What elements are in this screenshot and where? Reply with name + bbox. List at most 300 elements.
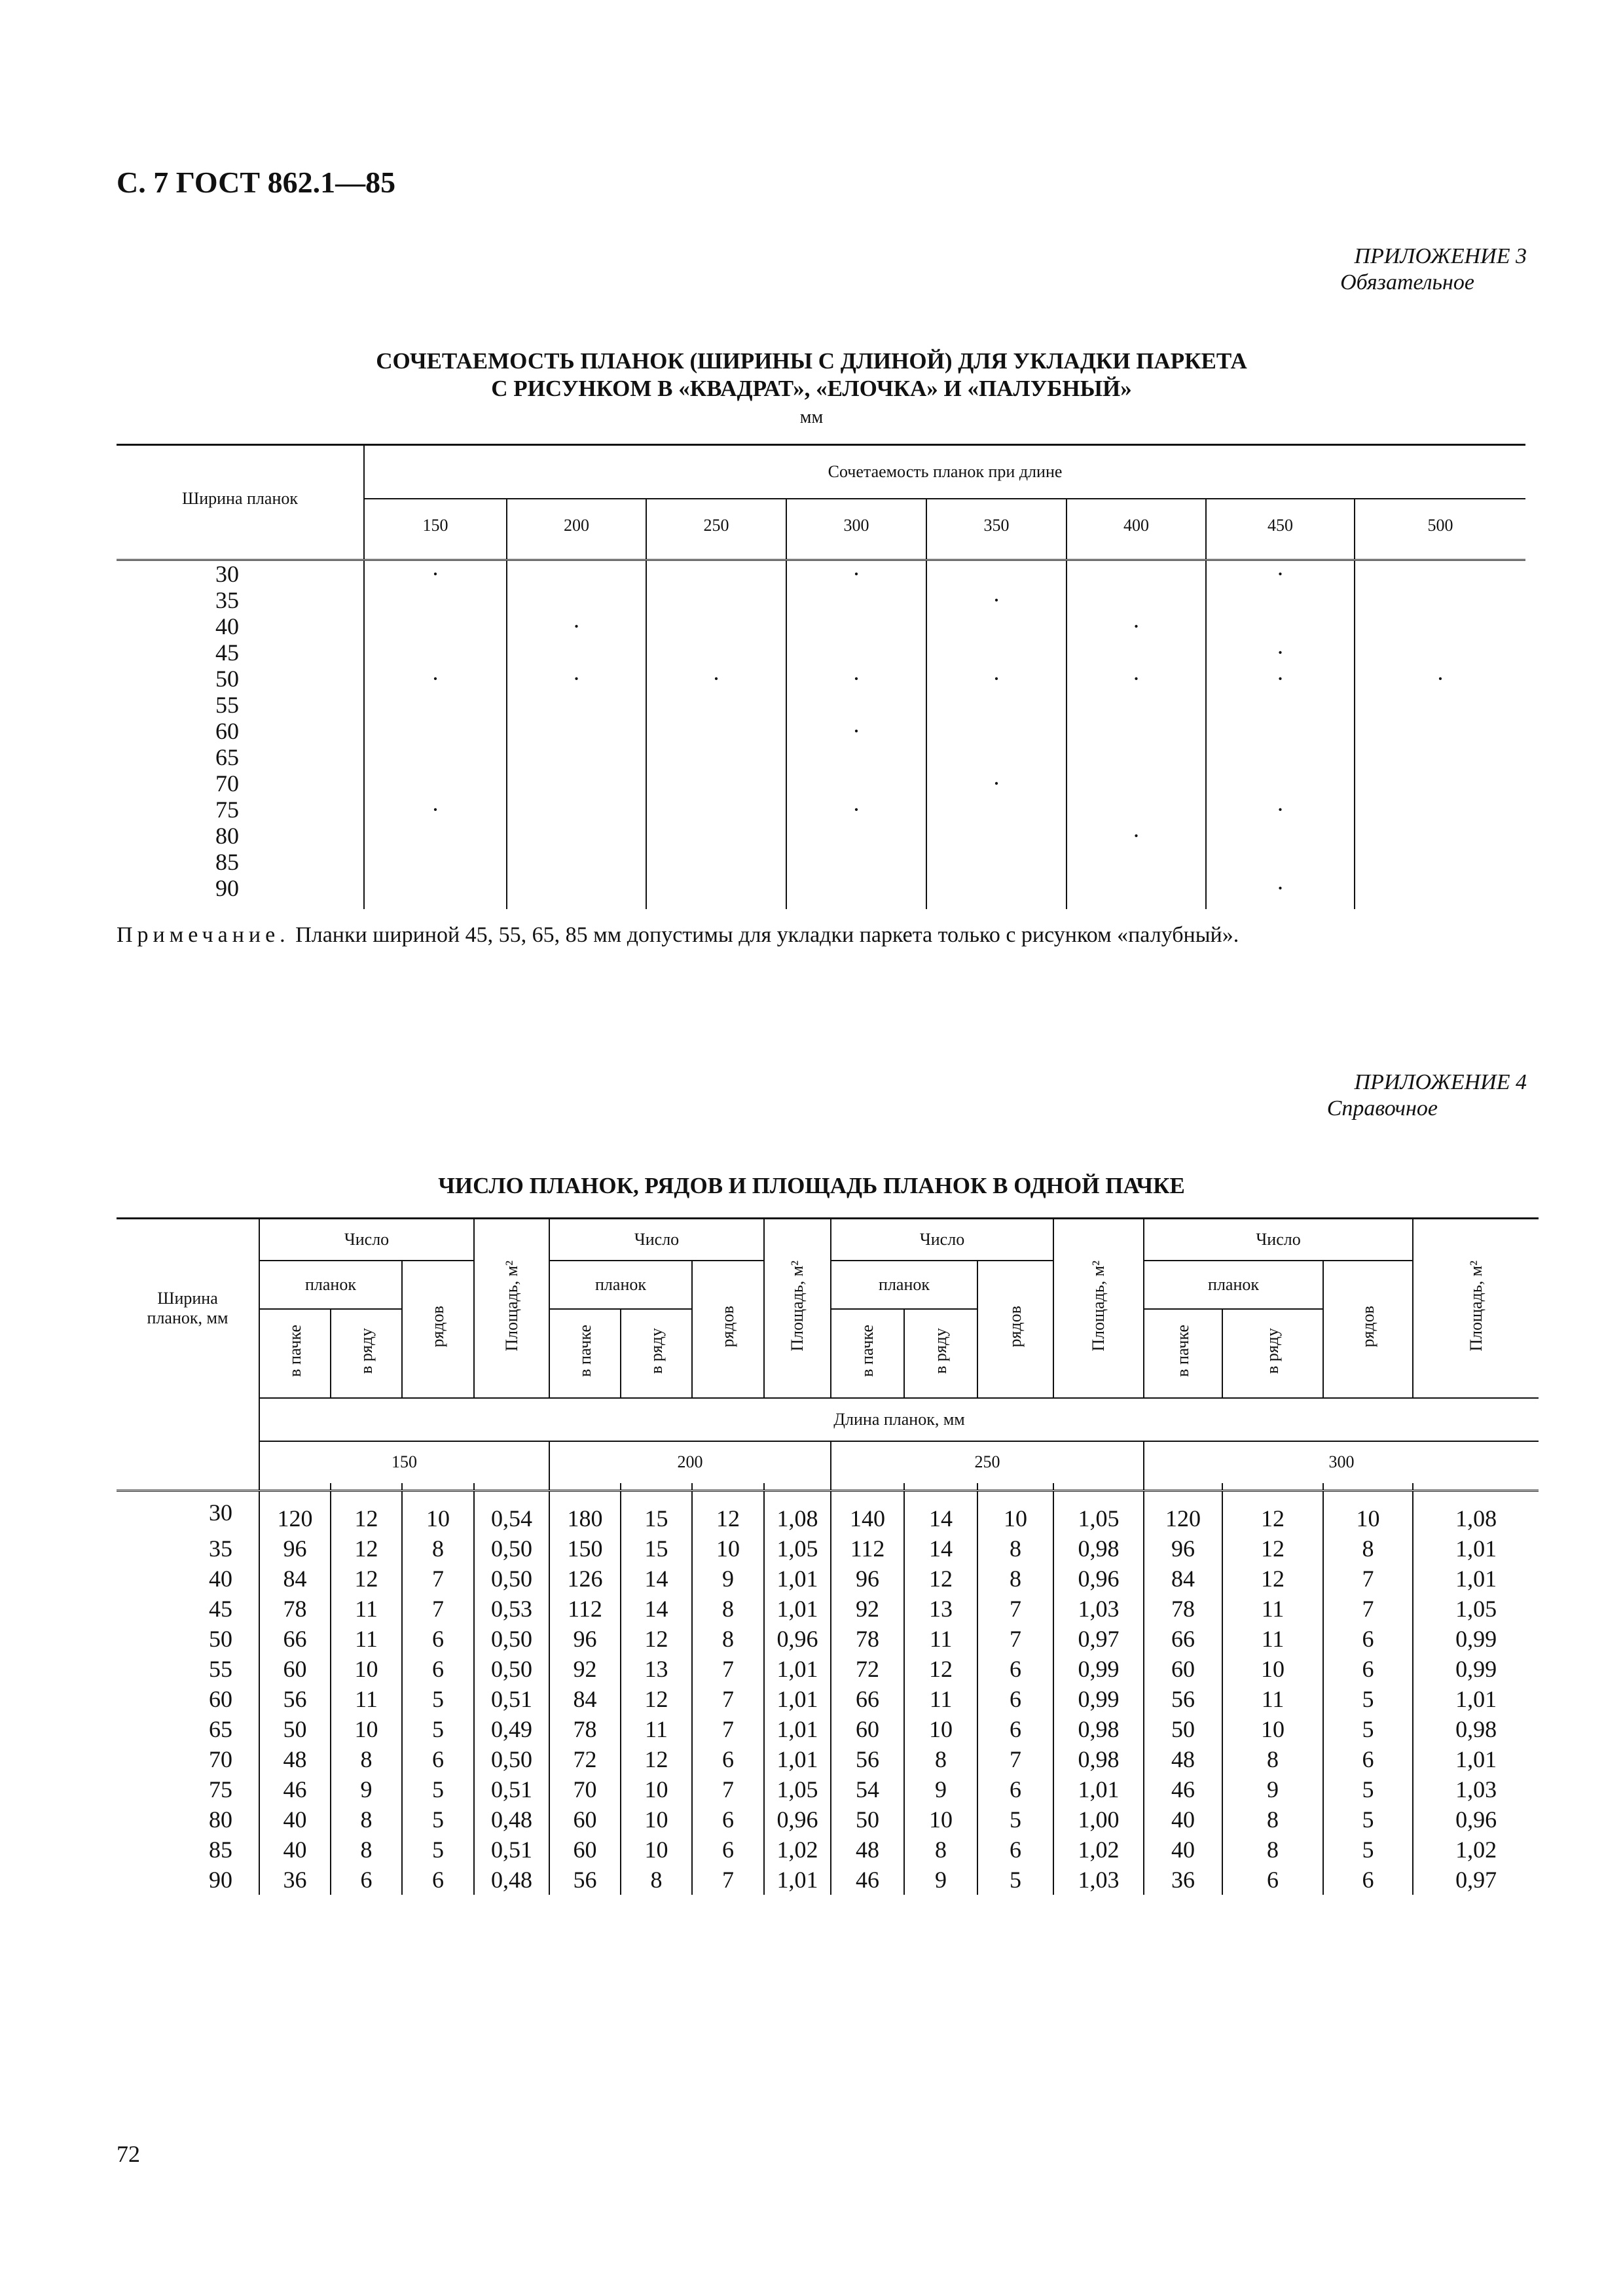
empty-cell xyxy=(646,770,786,797)
in-pack-header xyxy=(549,1309,621,1398)
empty-cell xyxy=(926,875,1067,909)
in-pack-cell: 112 xyxy=(549,1594,621,1624)
in-row-cell: 11 xyxy=(621,1714,692,1744)
table-row xyxy=(117,1654,1539,1684)
empty-cell xyxy=(926,744,1067,770)
table-row xyxy=(117,744,1525,770)
area-cell: 1,03 xyxy=(1053,1594,1144,1624)
length-header-6: 450 xyxy=(1206,499,1355,552)
area-cell: 0,50 xyxy=(474,1624,549,1654)
in-row-cell: 14 xyxy=(621,1564,692,1594)
area-cell: 1,01 xyxy=(764,1744,831,1774)
empty-cell xyxy=(364,744,507,770)
table-row xyxy=(117,875,1525,909)
table-row xyxy=(117,1714,1539,1744)
in-pack-cell: 84 xyxy=(549,1684,621,1714)
in-row-cell: 13 xyxy=(904,1594,977,1624)
empty-cell xyxy=(926,823,1067,849)
header-row-length-label xyxy=(117,1398,1539,1441)
note-label: Примечание. xyxy=(117,923,290,947)
in-row-cell: 15 xyxy=(621,1490,692,1534)
width-cell: 50 xyxy=(209,1625,232,1652)
area-cell: 0,98 xyxy=(1053,1534,1144,1564)
area-header-text: Площадь, м² xyxy=(1089,1260,1108,1352)
header-row-number xyxy=(117,1219,1539,1261)
appendix-3-title-line1: СОЧЕТАЕМОСТЬ ПЛАНОК (ШИРИНЫ С ДЛИНОЙ) ДЛЯ УКЛАДКИ ПАРКЕТА xyxy=(376,348,1247,374)
planks-header: планок xyxy=(259,1261,402,1309)
rows-cell: 5 xyxy=(1323,1804,1413,1835)
area-cell: 0,53 xyxy=(474,1594,549,1624)
rows-cell: 10 xyxy=(692,1534,764,1564)
in-row-cell: 10 xyxy=(1222,1714,1323,1744)
in-pack-cell: 78 xyxy=(1144,1594,1222,1624)
compatibility-mark: · xyxy=(1206,639,1355,666)
blank-cell xyxy=(117,1441,259,1483)
in-row-cell: 10 xyxy=(1222,1654,1323,1684)
in-pack-cell: 56 xyxy=(1144,1684,1222,1714)
in-row-cell: 12 xyxy=(1222,1534,1323,1564)
planks-header: планок xyxy=(549,1261,692,1309)
compatibility-mark: · xyxy=(1067,613,1206,639)
in-row-cell: 15 xyxy=(621,1534,692,1564)
rows-cell: 6 xyxy=(977,1714,1053,1744)
in-row-cell: 12 xyxy=(621,1684,692,1714)
length-header-2: 250 xyxy=(646,499,786,552)
length-header-0: 150 xyxy=(259,1441,549,1483)
area-cell: 1,05 xyxy=(1053,1490,1144,1534)
in-pack-cell: 78 xyxy=(549,1714,621,1744)
in-pack-cell: 50 xyxy=(1144,1714,1222,1744)
appendix-4-status: Справочное xyxy=(1326,1096,1438,1121)
width-cell: 40 xyxy=(215,613,239,639)
empty-cell xyxy=(1355,718,1525,744)
area-cell: 0,50 xyxy=(474,1654,549,1684)
in-row-cell: 11 xyxy=(331,1684,402,1714)
in-pack-cell: 36 xyxy=(259,1865,331,1895)
table-row xyxy=(117,1564,1539,1594)
in-row-cell: 6 xyxy=(331,1865,402,1895)
header-row-lengths xyxy=(117,1441,1539,1483)
area-cell: 1,03 xyxy=(1413,1774,1539,1804)
in-row-header-text: в ряду xyxy=(646,1328,666,1374)
width-cell: 65 xyxy=(215,744,239,770)
in-row-cell: 9 xyxy=(331,1774,402,1804)
empty-cell xyxy=(646,613,786,639)
appendix-3-label-block xyxy=(1178,243,1527,296)
empty-cell xyxy=(1067,692,1206,718)
in-pack-cell: 78 xyxy=(259,1594,331,1624)
rows-cell: 5 xyxy=(977,1804,1053,1835)
length-header-3: 300 xyxy=(1144,1441,1539,1483)
in-pack-cell: 46 xyxy=(831,1865,904,1895)
empty-cell xyxy=(364,639,507,666)
empty-cell xyxy=(1206,744,1355,770)
area-header xyxy=(1053,1219,1144,1398)
rows-cell: 6 xyxy=(692,1744,764,1774)
empty-cell xyxy=(786,744,926,770)
compatibility-mark: · xyxy=(507,666,646,692)
empty-cell xyxy=(1355,560,1525,587)
empty-cell xyxy=(786,849,926,875)
in-row-cell: 10 xyxy=(621,1774,692,1804)
in-pack-cell: 78 xyxy=(831,1624,904,1654)
table-row xyxy=(117,823,1525,849)
in-pack-cell: 180 xyxy=(549,1490,621,1534)
width-cell: 60 xyxy=(209,1685,232,1712)
empty-cell xyxy=(364,692,507,718)
rows-cell: 8 xyxy=(977,1564,1053,1594)
in-pack-cell: 92 xyxy=(831,1594,904,1624)
width-cell: 60 xyxy=(215,717,239,744)
compatibility-mark: · xyxy=(646,666,786,692)
area-header-text: Площадь, м² xyxy=(1466,1260,1486,1352)
in-pack-cell: 150 xyxy=(549,1534,621,1564)
in-row-cell: 12 xyxy=(904,1654,977,1684)
empty-cell xyxy=(364,875,507,909)
width-cell: 70 xyxy=(209,1746,232,1772)
rows-cell: 7 xyxy=(692,1714,764,1744)
in-row-header-text: в ряду xyxy=(931,1328,951,1374)
rows-cell: 7 xyxy=(692,1865,764,1895)
in-pack-cell: 60 xyxy=(549,1804,621,1835)
empty-cell xyxy=(926,692,1067,718)
area-cell: 1,01 xyxy=(764,1594,831,1624)
empty-cell xyxy=(646,823,786,849)
in-row-cell: 8 xyxy=(621,1865,692,1895)
length-header-3: 300 xyxy=(786,499,926,552)
rows-cell: 6 xyxy=(692,1804,764,1835)
empty-cell xyxy=(1067,797,1206,823)
in-row-cell: 12 xyxy=(904,1564,977,1594)
table-row xyxy=(117,1684,1539,1714)
in-row-cell: 12 xyxy=(621,1744,692,1774)
compatibility-mark: · xyxy=(786,797,926,823)
in-pack-cell: 50 xyxy=(259,1714,331,1744)
area-cell: 1,01 xyxy=(764,1654,831,1684)
area-cell: 0,97 xyxy=(1413,1865,1539,1895)
compatibility-mark: · xyxy=(786,718,926,744)
empty-cell xyxy=(1355,823,1525,849)
in-row-cell: 10 xyxy=(621,1835,692,1865)
empty-cell xyxy=(1206,849,1355,875)
length-header-7: 500 xyxy=(1355,499,1525,552)
compatibility-mark: · xyxy=(926,587,1067,613)
compatibility-mark: · xyxy=(1206,560,1355,587)
empty-cell xyxy=(507,823,646,849)
table-row xyxy=(117,770,1525,797)
rows-cell: 10 xyxy=(402,1490,474,1534)
width-cell: 85 xyxy=(215,848,239,875)
in-pack-cell: 96 xyxy=(1144,1534,1222,1564)
in-pack-cell: 96 xyxy=(259,1534,331,1564)
area-cell: 1,01 xyxy=(764,1865,831,1895)
rows-cell: 6 xyxy=(1323,1865,1413,1895)
in-row-cell: 8 xyxy=(331,1835,402,1865)
rows-cell: 5 xyxy=(1323,1835,1413,1865)
rows-cell: 6 xyxy=(402,1654,474,1684)
in-pack-cell: 48 xyxy=(831,1835,904,1865)
note-text: Планки шириной 45, 55, 65, 85 мм допустимы для укладки паркета только с рисунком «палубный». xyxy=(289,923,1239,947)
area-cell: 1,01 xyxy=(764,1564,831,1594)
rows-header-text: рядов xyxy=(1006,1306,1025,1348)
in-pack-cell: 140 xyxy=(831,1490,904,1534)
in-pack-cell: 120 xyxy=(1144,1490,1222,1534)
in-row-header-text: в ряду xyxy=(1263,1328,1283,1374)
in-pack-cell: 56 xyxy=(831,1744,904,1774)
rows-cell: 6 xyxy=(402,1624,474,1654)
width-cell: 75 xyxy=(209,1776,232,1803)
empty-cell xyxy=(1355,613,1525,639)
empty-cell xyxy=(364,613,507,639)
width-cell: 35 xyxy=(215,586,239,613)
in-pack-cell: 120 xyxy=(259,1490,331,1534)
empty-cell xyxy=(507,797,646,823)
table-row xyxy=(117,639,1525,666)
width-cell: 30 xyxy=(215,560,239,587)
in-row-cell: 12 xyxy=(621,1624,692,1654)
appendix-4-label: ПРИЛОЖЕНИЕ 4 xyxy=(1354,1070,1527,1094)
area-cell: 0,97 xyxy=(1053,1624,1144,1654)
length-label: Длина планок, мм xyxy=(259,1398,1539,1441)
col-width-header: Ширина планок xyxy=(117,445,364,552)
rows-cell: 7 xyxy=(692,1654,764,1684)
in-row-cell: 11 xyxy=(331,1624,402,1654)
in-pack-cell: 40 xyxy=(259,1804,331,1835)
in-pack-cell: 40 xyxy=(1144,1804,1222,1835)
area-cell: 1,01 xyxy=(1053,1774,1144,1804)
in-pack-cell: 72 xyxy=(831,1654,904,1684)
empty-cell xyxy=(1206,587,1355,613)
planks-header: планок xyxy=(831,1261,977,1309)
empty-cell xyxy=(507,849,646,875)
rows-header-text: рядов xyxy=(428,1306,447,1348)
in-row-cell: 8 xyxy=(331,1804,402,1835)
empty-cell xyxy=(646,692,786,718)
rows-cell: 5 xyxy=(1323,1774,1413,1804)
in-pack-cell: 84 xyxy=(1144,1564,1222,1594)
empty-cell xyxy=(646,797,786,823)
in-pack-header-text: в пачке xyxy=(285,1325,304,1377)
empty-cell xyxy=(646,718,786,744)
width-cell: 75 xyxy=(215,796,239,823)
appendix-3-note xyxy=(117,923,1239,948)
in-pack-cell: 84 xyxy=(259,1564,331,1594)
col-group-header: Сочетаемость планок при длине xyxy=(364,445,1525,499)
rows-cell: 7 xyxy=(977,1744,1053,1774)
empty-cell xyxy=(507,560,646,587)
in-pack-cell: 54 xyxy=(831,1774,904,1804)
compatibility-mark: · xyxy=(926,770,1067,797)
in-row-cell: 14 xyxy=(904,1490,977,1534)
rows-cell: 6 xyxy=(1323,1624,1413,1654)
table-row xyxy=(117,587,1525,613)
in-pack-cell: 96 xyxy=(549,1624,621,1654)
area-cell: 1,01 xyxy=(764,1714,831,1744)
in-pack-cell: 112 xyxy=(831,1534,904,1564)
header-separator xyxy=(117,552,1525,560)
empty-cell xyxy=(1067,770,1206,797)
empty-cell xyxy=(646,849,786,875)
in-row-cell: 8 xyxy=(904,1744,977,1774)
compatibility-mark: · xyxy=(507,613,646,639)
area-cell: 0,49 xyxy=(474,1714,549,1744)
compatibility-table xyxy=(117,444,1525,909)
in-pack-cell: 92 xyxy=(549,1654,621,1684)
width-cell: 65 xyxy=(209,1715,232,1742)
empty-cell xyxy=(1206,692,1355,718)
in-row-header xyxy=(904,1309,977,1398)
in-pack-cell: 70 xyxy=(549,1774,621,1804)
rows-cell: 10 xyxy=(977,1490,1053,1534)
in-pack-cell: 48 xyxy=(259,1744,331,1774)
table-row xyxy=(117,1774,1539,1804)
compatibility-mark: · xyxy=(926,666,1067,692)
in-pack-cell: 60 xyxy=(1144,1654,1222,1684)
width-cell: 55 xyxy=(215,691,239,718)
empty-cell xyxy=(507,639,646,666)
in-row-cell: 9 xyxy=(904,1865,977,1895)
table-row xyxy=(117,1804,1539,1835)
in-pack-header xyxy=(259,1309,331,1398)
empty-cell xyxy=(1067,849,1206,875)
empty-cell xyxy=(1067,718,1206,744)
in-pack-header-text: в пачке xyxy=(858,1325,877,1377)
in-row-cell: 9 xyxy=(1222,1774,1323,1804)
empty-cell xyxy=(926,797,1067,823)
appendix-3-unit: мм xyxy=(799,407,824,427)
empty-cell xyxy=(1206,770,1355,797)
area-cell: 0,96 xyxy=(1413,1804,1539,1835)
area-cell: 1,05 xyxy=(764,1534,831,1564)
width-cell: 70 xyxy=(215,770,239,797)
empty-cell xyxy=(1355,639,1525,666)
appendix-3-status: Обязательное xyxy=(1340,270,1474,295)
rows-cell: 12 xyxy=(692,1490,764,1534)
compatibility-mark: · xyxy=(1355,666,1525,692)
area-cell: 0,96 xyxy=(764,1804,831,1835)
rows-cell: 5 xyxy=(402,1835,474,1865)
in-pack-cell: 50 xyxy=(831,1804,904,1835)
in-row-cell: 14 xyxy=(621,1594,692,1624)
rows-cell: 8 xyxy=(977,1534,1053,1564)
in-row-header-text: в ряду xyxy=(356,1328,376,1374)
in-row-cell: 10 xyxy=(331,1654,402,1684)
area-cell: 0,48 xyxy=(474,1865,549,1895)
rows-header-text: рядов xyxy=(718,1306,738,1348)
empty-cell xyxy=(646,744,786,770)
empty-cell xyxy=(646,875,786,909)
area-cell: 1,02 xyxy=(1413,1835,1539,1865)
rows-header xyxy=(402,1261,474,1398)
in-row-cell: 8 xyxy=(1222,1744,1323,1774)
in-row-header xyxy=(621,1309,692,1398)
empty-cell xyxy=(786,875,926,909)
table-row xyxy=(117,560,1525,587)
area-header xyxy=(1413,1219,1539,1398)
compatibility-mark: · xyxy=(1206,797,1355,823)
empty-cell xyxy=(1355,770,1525,797)
in-row-cell: 11 xyxy=(1222,1684,1323,1714)
rows-cell: 7 xyxy=(692,1684,764,1714)
rows-cell: 5 xyxy=(402,1714,474,1744)
length-header-1: 200 xyxy=(549,1441,831,1483)
in-row-cell: 8 xyxy=(904,1835,977,1865)
area-cell: 1,02 xyxy=(1053,1835,1144,1865)
in-pack-cell: 56 xyxy=(549,1865,621,1895)
compatibility-mark: · xyxy=(1206,666,1355,692)
in-pack-cell: 66 xyxy=(831,1684,904,1714)
compatibility-mark: · xyxy=(364,666,507,692)
area-header xyxy=(764,1219,831,1398)
rows-cell: 7 xyxy=(402,1564,474,1594)
in-row-cell: 10 xyxy=(904,1804,977,1835)
empty-cell xyxy=(364,770,507,797)
empty-cell xyxy=(364,849,507,875)
area-cell: 1,01 xyxy=(1413,1744,1539,1774)
empty-cell xyxy=(364,718,507,744)
compatibility-mark: · xyxy=(1206,875,1355,909)
in-row-cell: 10 xyxy=(331,1714,402,1744)
area-cell: 1,05 xyxy=(1413,1594,1539,1624)
area-cell: 1,01 xyxy=(1413,1684,1539,1714)
in-row-cell: 12 xyxy=(1222,1490,1323,1534)
blank-cell xyxy=(117,1398,259,1441)
compatibility-mark: · xyxy=(1067,823,1206,849)
rows-cell: 7 xyxy=(1323,1594,1413,1624)
rows-cell: 6 xyxy=(977,1684,1053,1714)
empty-cell xyxy=(1067,560,1206,587)
header-separator xyxy=(117,1483,1539,1491)
rows-cell: 9 xyxy=(692,1564,764,1594)
empty-cell xyxy=(786,587,926,613)
in-row-cell: 8 xyxy=(331,1744,402,1774)
table-row xyxy=(117,1490,1539,1534)
length-header-5: 400 xyxy=(1067,499,1206,552)
area-cell: 1,02 xyxy=(764,1835,831,1865)
rows-cell: 10 xyxy=(1323,1490,1413,1534)
in-pack-cell: 56 xyxy=(259,1684,331,1714)
in-pack-cell: 40 xyxy=(259,1835,331,1865)
area-cell: 0,50 xyxy=(474,1744,549,1774)
in-row-cell: 12 xyxy=(331,1564,402,1594)
in-pack-header xyxy=(1144,1309,1222,1398)
area-cell: 1,01 xyxy=(1413,1564,1539,1594)
empty-cell xyxy=(1067,744,1206,770)
appendix-4-label-block xyxy=(1178,1069,1527,1122)
width-cell: 85 xyxy=(209,1836,232,1863)
area-cell: 1,01 xyxy=(764,1684,831,1714)
empty-cell xyxy=(926,718,1067,744)
length-header-0: 150 xyxy=(364,499,507,552)
in-row-cell: 11 xyxy=(1222,1594,1323,1624)
rows-cell: 6 xyxy=(692,1835,764,1865)
bundle-table xyxy=(117,1217,1539,1895)
in-pack-header-text: в пачке xyxy=(1173,1325,1193,1377)
empty-cell xyxy=(646,639,786,666)
empty-cell xyxy=(786,770,926,797)
rows-cell: 7 xyxy=(1323,1564,1413,1594)
in-pack-cell: 72 xyxy=(549,1744,621,1774)
in-row-cell: 14 xyxy=(904,1534,977,1564)
rows-cell: 8 xyxy=(402,1534,474,1564)
area-cell: 0,50 xyxy=(474,1564,549,1594)
width-cell: 55 xyxy=(209,1655,232,1682)
in-pack-cell: 126 xyxy=(549,1564,621,1594)
empty-cell xyxy=(1355,744,1525,770)
area-cell: 1,00 xyxy=(1053,1804,1144,1835)
table-row xyxy=(117,1835,1539,1865)
in-pack-cell: 66 xyxy=(1144,1624,1222,1654)
